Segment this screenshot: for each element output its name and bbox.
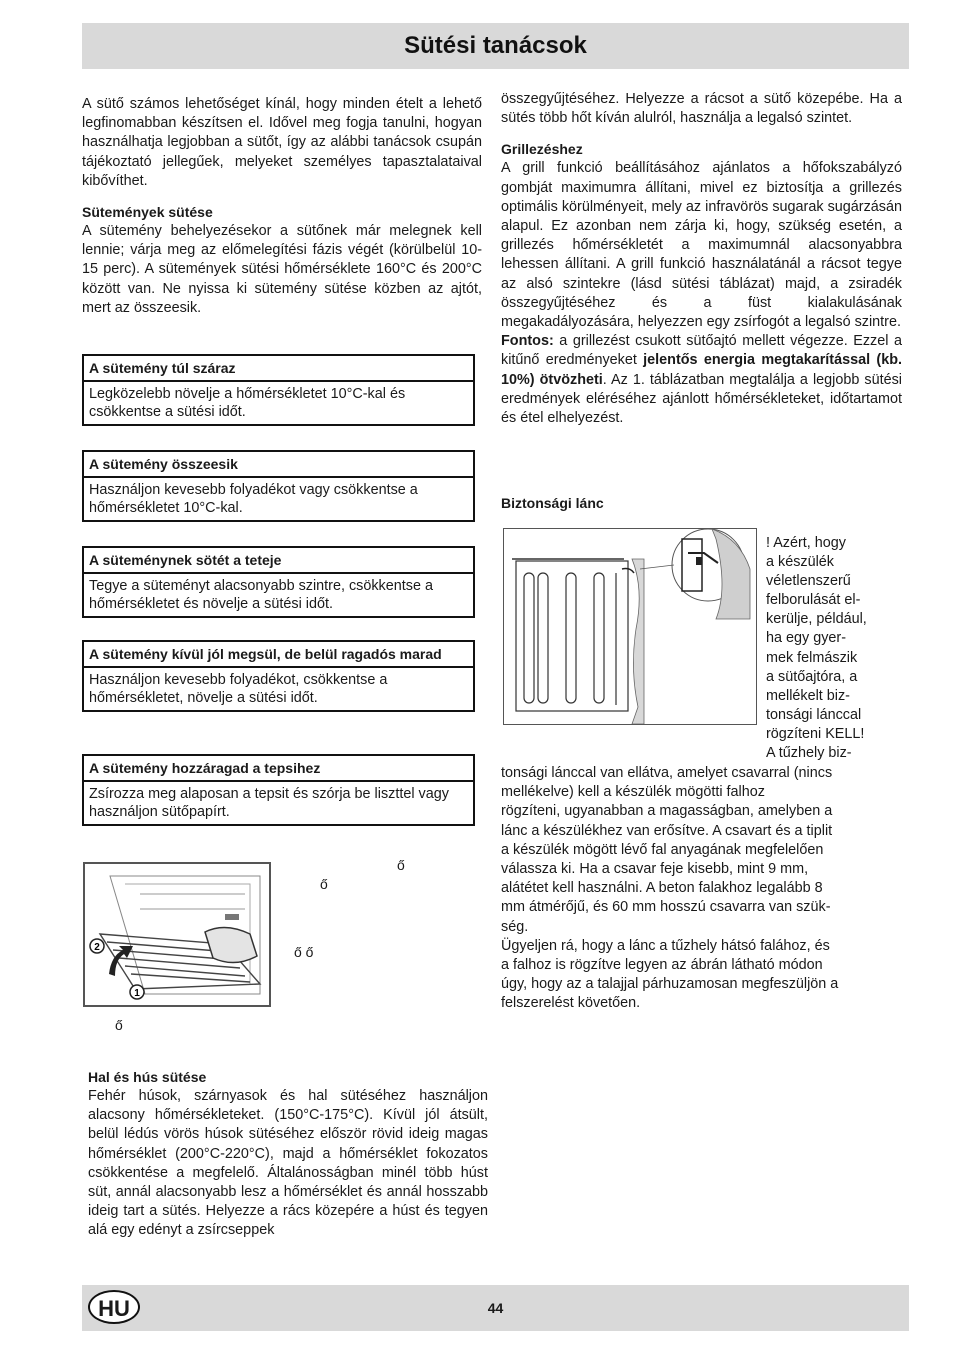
safety-side-line: ! Azért, hogy	[766, 535, 846, 551]
safety-side-line: kerülje, például,	[766, 611, 867, 628]
safety-side-line: ha egy gyer-	[766, 630, 846, 647]
safety-line: mm átmérőjű, és 60 mm hosszú csavarra van szük-	[501, 899, 831, 916]
safety-side-line: véletlenszerű	[766, 573, 851, 590]
safety-line: a készülék mögött lévő fal anyagának megfelelően	[501, 841, 824, 858]
tip-box	[82, 754, 475, 826]
safety-side-line: rögzíteni KELL!	[766, 725, 865, 742]
stray-glyph: ő	[115, 1017, 123, 1033]
safety-side-line: a készülék	[766, 554, 834, 571]
stray-glyph: ő	[320, 876, 328, 892]
safety-chain-illustration	[504, 529, 756, 724]
figure-label-two: 2	[94, 942, 100, 953]
language-badge: HU	[88, 1290, 140, 1324]
safety-line: úgy, hogy az a talajjal párhuzamosan megfeszüljön a	[501, 976, 839, 993]
tip-box	[82, 640, 475, 712]
page-number: 44	[487, 1300, 504, 1316]
tip-body: Legközelebb növelje a hőmérsékletet 10°C-kal és csökkentse a sütési időt.	[89, 386, 406, 420]
figure-label-one: 1	[134, 988, 140, 999]
right-top-paragraph: összegyűjtéséhez. Helyezze a rácsot a sütő közepébe. Ha a sütés több hőt kíván alulról, használja a legalsó szintet.	[501, 91, 902, 127]
safety-side-line: A tűzhely biz-	[766, 745, 852, 762]
tip-body: Zsírozza meg alaposan a tepsit és szórja be liszttel vagy használjon sütőpapírt.	[89, 786, 449, 820]
safety-rest-text	[501, 764, 901, 1014]
tip-title: A sütemény hozzáragad a tepsihez	[84, 756, 473, 782]
header-bar	[82, 23, 909, 69]
oven-rack-figure	[83, 862, 271, 1007]
fish-meat-heading: Hal és hús sütése	[88, 1069, 207, 1085]
safety-heading: Biztonsági lánc	[501, 495, 604, 511]
safety-side-line: a sütőajtóra, a	[766, 668, 858, 685]
important-end: . Az 1. táblázatban megtalálja a legjobb sütési eredmények eléréséhez ajánlott hőmérsékleteket, időtartamot és étel elhelyezést.	[501, 371, 902, 427]
fish-meat-section	[88, 1068, 488, 1241]
stray-glyph: ő ő	[294, 944, 314, 960]
safety-line: felszerelést követően.	[501, 995, 641, 1012]
left-intro	[82, 95, 482, 318]
important-label: Fontos:	[501, 333, 554, 350]
safety-line: tonsági lánccal van ellátva, amelyet csavarral (nincs	[501, 765, 833, 781]
safety-side-line: mek felmászik	[766, 649, 858, 666]
oven-rack-illustration	[85, 864, 269, 1005]
right-top	[501, 90, 902, 428]
cakes-paragraph: A sütemény behelyezésekor a sütőnek már melegnek kell lennie; várja meg az előmelegítési fázis végét (körülbelül 10-15 perc). A sütemények sütési hőmérséklete 160°C és 200°C között van. Ne nyissa ki sütemény sütése közben az ajtót, mert az összeesik.	[82, 223, 482, 316]
safety-line: rögzíteni, ugyanabban a magasságban, amelyben a	[501, 803, 833, 820]
safety-line: mellékelve) kell a készülék mögötti falhoz	[501, 784, 765, 801]
fish-meat-paragraph: Fehér húsok, szárnyasok és hal sütéséhez használjon alacsony hőmérsékleteket. (150°C-175°C). Kívül jól átsült, belül lédús vörös húsok sütéséhez először rövid ideig magas hőmérséklet (200°C-220°C), majd a hőmérséklet fokozatos csökkentése a megfelelő. Általánosságban minél több húst süt, annál alacsonyabb lesz a hőmérséklet és annál hosszabb ideig tart a sütés. Helyezze a rács közepére a húst és tegyen alá egy edényt a zsírcseppek	[88, 1088, 488, 1239]
tip-title: A sütemény összeesik	[84, 452, 473, 478]
safety-line: Ügyeljen rá, hogy a lánc a tűzhely hátsó falához, és	[501, 937, 830, 954]
important-bold: jelentős energia megtakarítással (kb. 10%) ötvözheti	[501, 352, 902, 388]
footer-bar	[82, 1285, 909, 1331]
grill-important	[501, 332, 902, 428]
important-text: a grillezést csukott sütőajtó mellett végezze. Ezzel a kitűnő eredményeket	[501, 333, 902, 369]
tip-box	[82, 546, 475, 618]
tip-body: Használjon kevesebb folyadékot, csökkentse a hőmérsékletet, növelje a sütési időt.	[89, 672, 388, 706]
safety-line: alátétet kell használni. A beton falakhoz legalább 8	[501, 880, 823, 897]
tip-body: Tegye a süteményt alacsonyabb szintre, csökkentse a hőmérsékletet és növelje a sütési időt.	[89, 578, 433, 612]
safety-side-text	[766, 534, 906, 763]
safety-line: ség.	[501, 918, 529, 935]
safety-side-line: tonsági lánccal	[766, 706, 862, 723]
safety-side-line: felborulását el-	[766, 592, 861, 609]
stray-glyph: ő	[397, 857, 405, 873]
safety-chain-figure	[503, 528, 757, 725]
safety-line: a falhoz is rögzítve legyen az ábrán látható módon	[501, 957, 823, 974]
cakes-heading: Sütemények sütése	[82, 204, 213, 221]
safety-side-line: mellékelt biz-	[766, 687, 850, 704]
safety-line: válassza ki. Ha a csavar feje kisebb, mint 9 mm,	[501, 861, 809, 878]
page-title: Sütési tanácsok	[404, 32, 587, 59]
tip-title: A sütemény kívül jól megsül, de belül ragadós marad	[84, 642, 473, 668]
tip-body: Használjon kevesebb folyadékot vagy csökkentse a hőmérsékletet 10°C-kal.	[89, 482, 418, 516]
grill-paragraph: A grill funkció beállításához ajánlatos a hőfokszabályzó gombját maximumra állítani, mivel ez biztosítja a grillezés optimális körülményeit, mely az infravörös sugarak sugárzásán alapul. Ez azonban nem zárja ki, hogy, szükség esetén, a grillezés hőmérsékletét a maximumnál alacsonyabbra lehessen állítani. A grill funkció használatánál a rácsot tegye az alsó szintekre (lásd sütési táblázat) majd, a zsiradék összegyűjtéséhez és a füst kialakulásának megakadályozására, helyezzen egy zsírfogót a legalsó szintre.	[501, 160, 902, 331]
grill-heading: Grillezéshez	[501, 141, 583, 158]
safety-line: lánc a készülékhez van erősítve. A csavart és a tiplit	[501, 822, 833, 839]
tip-box	[82, 354, 475, 426]
intro-paragraph: A sütő számos lehetőséget kínál, hogy minden ételt a lehető legfinomabban készítsen el. Idővel meg fogja tanulni, hogyan használhatja legjobban a sütőt, így az alábbi tanácsok csupán tájékoztató jellegűek, melyeket személyes tapasztalataival kibővíthet.	[82, 96, 482, 189]
safety-heading-wrap	[501, 494, 902, 513]
tip-box	[82, 450, 475, 522]
tip-title: A sütemény túl száraz	[84, 356, 473, 382]
tip-title: A süteménynek sötét a teteje	[84, 548, 473, 574]
